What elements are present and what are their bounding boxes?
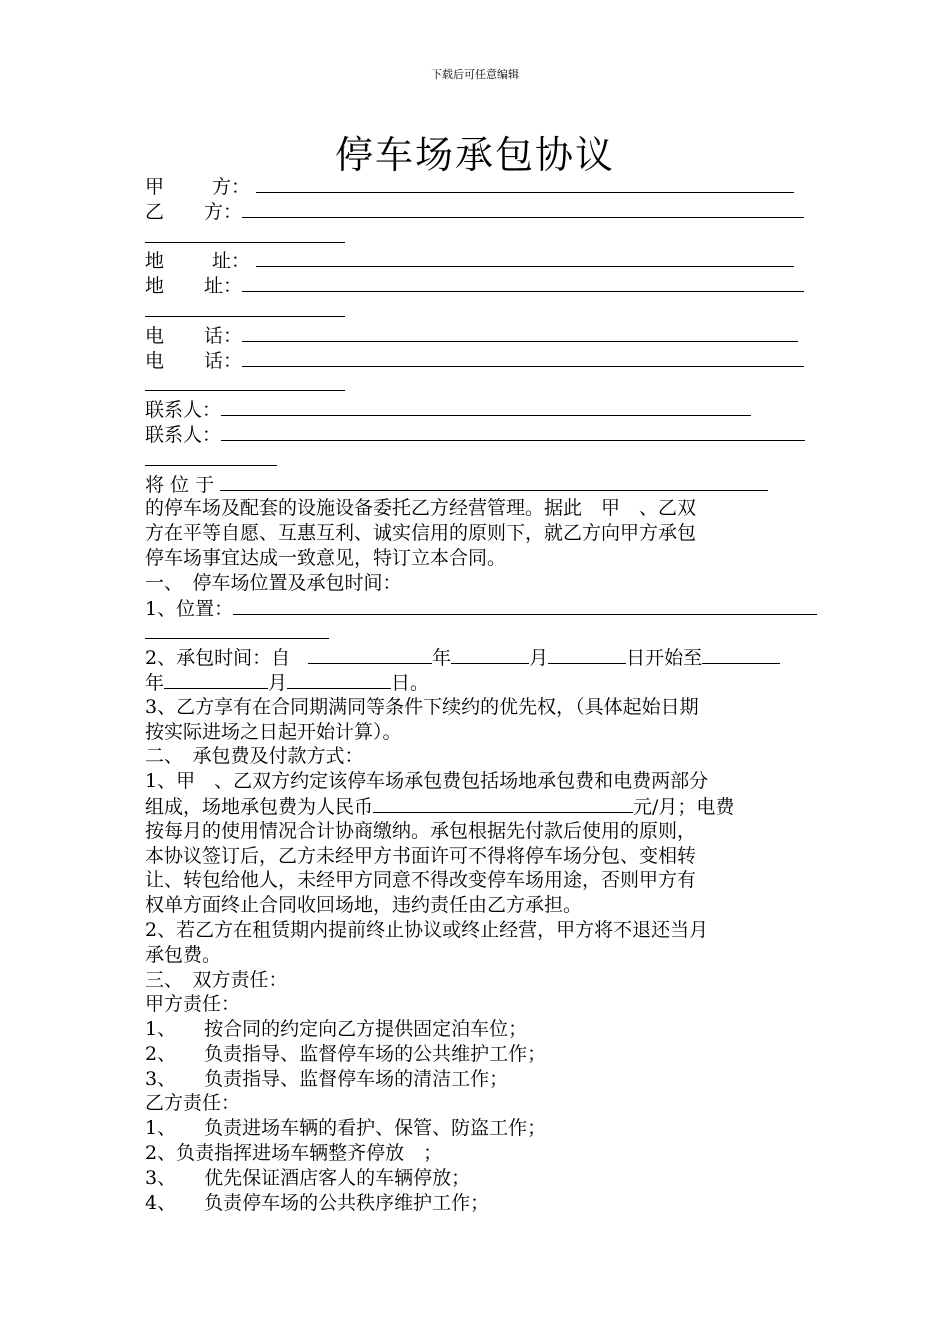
termination-line: 承包费。 [145,943,222,966]
list-item: 4、 负责停车场的公共秩序维护工作； [145,1191,490,1214]
list-item: 3、 优先保证酒店客人的车辆停放； [145,1166,471,1189]
party-b-duties-heading: 乙方责任： [145,1092,241,1115]
document-body [145,174,825,1215]
address-b-blank[interactable] [242,273,804,292]
address-a-line: 地 址： [145,248,825,273]
end-month-blank[interactable] [164,670,268,689]
fee-paragraph-line: 按每月的使用情况合计协商缴纳。承包根据先付款后使用的原则， [145,819,697,842]
phone-b-blank[interactable] [242,348,804,367]
start-day-blank[interactable] [548,645,626,664]
party-a-blank[interactable] [256,174,794,193]
party-b-blank[interactable] [242,199,804,218]
location-blank[interactable] [220,472,768,491]
party-b-line: 乙 方： [145,199,825,224]
section-3-heading: 三、 双方责任： [145,968,288,991]
phone-b-line: 电 话： [145,348,825,373]
list-item: 2、 负责指导、监督停车场的公共维护工作； [145,1042,547,1065]
end-year-blank[interactable] [702,645,780,664]
location-line: 1、位置： [145,596,825,621]
section-1-heading: 一、 停车场位置及承包时间： [145,571,402,594]
fee-amount-line: 组成，场地承包费为人民币 元/月；电费 [145,795,735,818]
fee-paragraph-line: 1、甲 、乙双方约定该停车场承包费包括场地承包费和电费两部分 [145,770,709,793]
intro-line: 的停车场及配套的设施设备委托乙方经营管理。据此 甲 、乙双 [145,497,697,520]
party-a-line: 甲 方： [145,174,825,199]
contact-a-blank[interactable] [221,397,751,416]
period-line: 2、承包时间：自 年 月 日开始至 [145,645,825,670]
list-item: 3、 负责指导、监督停车场的清洁工作； [145,1067,509,1090]
address-a-blank[interactable] [256,248,794,267]
contact-a-line: 联系人： [145,397,825,422]
list-item: 2、负责指挥进场车辆整齐停放 ； [145,1142,443,1165]
list-item: 1、 负责进场车辆的看护、保管、防盗工作； [145,1117,547,1140]
address-b-line: 地 址： [145,273,825,298]
fee-amount-blank[interactable] [373,794,633,813]
renewal-line: 3、乙方享有在合同期满同等条件下续约的优先权，（具体起始日期 [145,695,699,718]
contact-b-blank-cont [145,447,825,472]
list-item: 1、 按合同的约定向乙方提供固定泊车位； [145,1018,528,1041]
position-blank[interactable] [233,596,817,615]
phone-a-blank[interactable] [242,323,798,342]
intro-line: 停车场事宜达成一致意见，特订立本合同。 [145,546,507,569]
intro-line: 方在平等自愿、互惠互利、诚实信用的原则下，就乙方向甲方承包 [145,522,697,545]
party-a-duties-heading: 甲方责任： [145,993,241,1016]
contact-b-line: 联系人： [145,422,825,447]
start-month-blank[interactable] [451,645,529,664]
intro-lead-line: 将 位 于 [145,472,825,497]
section-2-heading: 二、 承包费及付款方式： [145,745,364,768]
renewal-line: 按实际进场之日起开始计算）。 [145,720,402,743]
end-day-blank[interactable] [287,670,391,689]
fee-paragraph-line: 本协议签订后，乙方未经甲方书面许可不得将停车场分包、变相转 [145,844,697,867]
party-b-blank-cont [145,224,825,249]
position-blank-cont [145,620,825,645]
phone-a-line: 电 话： [145,323,825,348]
address-b-blank-cont [145,298,825,323]
termination-line: 2、若乙方在租赁期内提前终止协议或终止经营，甲方将不退还当月 [145,918,709,941]
fee-paragraph-line: 让、转包给他人，未经甲方同意不得改变停车场用途，否则甲方有 [145,869,697,892]
contact-b-blank[interactable] [221,422,805,441]
fee-paragraph-line: 权单方面终止合同收回场地，违约责任由乙方承担。 [145,894,583,917]
phone-b-blank-cont [145,372,825,397]
header-note: 下载后可任意编辑 [431,68,519,81]
page-title: 停车场承包协议 [334,133,615,177]
start-year-blank[interactable] [308,645,432,664]
period-end-line: 年 月 日。 [145,671,430,694]
